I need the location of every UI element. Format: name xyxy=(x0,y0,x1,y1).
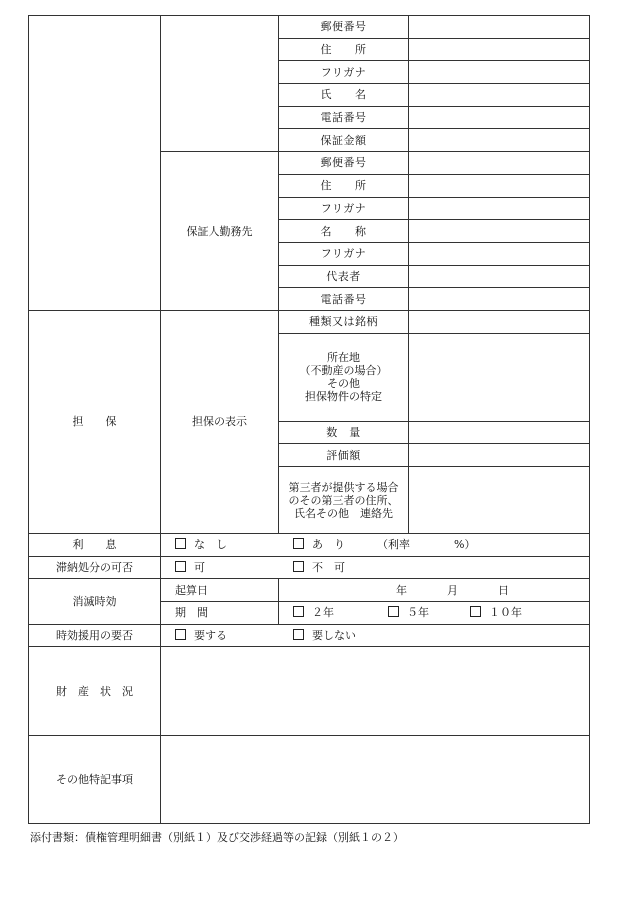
checkbox-icon xyxy=(293,629,304,640)
collateral-third-party-value[interactable] xyxy=(409,467,590,534)
workplace-name-value[interactable] xyxy=(409,220,590,243)
guarantor-postal-value[interactable] xyxy=(409,16,590,39)
workplace-furigana-label: フリガナ xyxy=(279,197,409,220)
collateral-valuation-value[interactable] xyxy=(409,444,590,467)
delinquency-label: 滞納処分の可否 xyxy=(29,556,161,579)
prescription-year: 年 xyxy=(396,583,407,597)
period-2yr-label: ２年 xyxy=(312,606,334,620)
interest-yes-label: あ り xyxy=(312,538,345,552)
claim-form-table xyxy=(28,15,590,824)
other-value[interactable] xyxy=(161,736,590,824)
checkbox-icon xyxy=(293,606,304,617)
assets-label: 財 産 状 況 xyxy=(29,647,161,736)
interest-rate xyxy=(377,538,475,551)
delinquency-options xyxy=(161,556,590,579)
collateral-third-party-line: 氏名その他 連絡先 xyxy=(294,506,393,520)
collateral-type-label: 種類又は銘柄 xyxy=(279,310,409,333)
guarantor-amount-value[interactable] xyxy=(409,129,590,152)
collateral-quantity-value[interactable] xyxy=(409,421,590,444)
guarantor-name-value[interactable] xyxy=(409,84,590,107)
interest-options xyxy=(161,534,590,557)
workplace-representative-value[interactable] xyxy=(409,265,590,288)
other-row xyxy=(29,736,590,824)
collateral-row xyxy=(29,310,590,333)
workplace-phone-value[interactable] xyxy=(409,288,590,311)
delinquency-yes-label: 可 xyxy=(194,561,205,575)
workplace-name-furigana-label: フリガナ xyxy=(279,242,409,265)
assets-row xyxy=(29,647,590,736)
workplace-label: 保証人勤務先 xyxy=(161,152,279,311)
prescription-label: 消滅時効 xyxy=(29,579,161,624)
delinquency-yes-option[interactable] xyxy=(175,561,293,574)
workplace-representative-label: 代表者 xyxy=(279,265,409,288)
workplace-postal-value[interactable] xyxy=(409,152,590,175)
checkbox-icon xyxy=(470,606,481,617)
workplace-name-furigana-value[interactable] xyxy=(409,242,590,265)
delinquency-row xyxy=(29,556,590,579)
other-label: その他特記事項 xyxy=(29,736,161,824)
period-2yr-option[interactable] xyxy=(293,606,388,619)
guarantor-subsection-blank xyxy=(161,16,279,152)
period-5yr-label: ５年 xyxy=(407,606,429,620)
collateral-location-value[interactable] xyxy=(409,333,590,421)
prescription-start-date[interactable] xyxy=(279,579,590,602)
period-10yr-label: １０年 xyxy=(489,606,522,620)
invocation-yes-option[interactable] xyxy=(175,629,293,642)
prescription-month: 月 xyxy=(447,583,458,597)
guarantor-furigana-label: フリガナ xyxy=(279,61,409,84)
interest-rate-close: %） xyxy=(454,538,476,552)
guarantor-address-value[interactable] xyxy=(409,38,590,61)
collateral-location-line: 所在地 xyxy=(327,351,360,365)
guarantor-furigana-value[interactable] xyxy=(409,61,590,84)
collateral-location-line: 担保物件の特定 xyxy=(305,390,382,404)
guarantor-phone-value[interactable] xyxy=(409,106,590,129)
workplace-postal-label: 郵便番号 xyxy=(279,152,409,175)
workplace-furigana-value[interactable] xyxy=(409,197,590,220)
attachments-note: 添付書類：債権管理明細書（別紙１）及び交渉経過等の記録（別紙１の２） xyxy=(30,831,404,844)
guarantor-row xyxy=(29,16,590,39)
prescription-start-label: 起算日 xyxy=(161,579,279,602)
checkbox-icon xyxy=(175,538,186,549)
delinquency-no-label: 不 可 xyxy=(312,561,345,575)
guarantor-address-label: 住 所 xyxy=(279,38,409,61)
prescription-day: 日 xyxy=(498,583,509,597)
checkbox-icon xyxy=(293,561,304,572)
prescription-row xyxy=(29,579,590,602)
guarantor-name-label: 氏 名 xyxy=(279,84,409,107)
invocation-row xyxy=(29,624,590,647)
collateral-location-label xyxy=(279,333,409,421)
workplace-address-label: 住 所 xyxy=(279,174,409,197)
workplace-address-value[interactable] xyxy=(409,174,590,197)
prescription-period-options xyxy=(279,602,590,625)
assets-value[interactable] xyxy=(161,647,590,736)
collateral-label: 担 保 xyxy=(29,310,161,533)
guarantor-postal-label: 郵便番号 xyxy=(279,16,409,39)
checkbox-icon xyxy=(388,606,399,617)
interest-none-option[interactable] xyxy=(175,538,293,551)
interest-row xyxy=(29,534,590,557)
collateral-valuation-label: 評価額 xyxy=(279,444,409,467)
prescription-period-label: 期 間 xyxy=(161,602,279,625)
checkbox-icon xyxy=(293,538,304,549)
invocation-no-option[interactable] xyxy=(293,629,356,642)
collateral-display-label: 担保の表示 xyxy=(161,310,279,533)
collateral-third-party-line: のその第三者の住所、 xyxy=(288,493,399,507)
collateral-third-party-label xyxy=(279,467,409,534)
collateral-location-line: （不動産の場合） xyxy=(299,364,388,378)
invocation-no-label: 要しない xyxy=(312,629,356,643)
checkbox-icon xyxy=(175,561,186,572)
collateral-location-line: その他 xyxy=(327,377,360,391)
interest-yes-option[interactable] xyxy=(293,538,377,551)
workplace-phone-label: 電話番号 xyxy=(279,288,409,311)
interest-rate-open: （利率 xyxy=(377,538,410,552)
checkbox-icon xyxy=(175,629,186,640)
invocation-options xyxy=(161,624,590,647)
period-5yr-option[interactable] xyxy=(388,606,470,619)
guarantor-section-blank xyxy=(29,16,161,311)
collateral-quantity-label: 数 量 xyxy=(279,421,409,444)
interest-none-label: な し xyxy=(194,538,227,552)
invocation-label: 時効援用の要否 xyxy=(29,624,161,647)
guarantor-amount-label: 保証金額 xyxy=(279,129,409,152)
delinquency-no-option[interactable] xyxy=(293,561,345,574)
workplace-name-label: 名 称 xyxy=(279,220,409,243)
invocation-yes-label: 要する xyxy=(194,629,227,643)
collateral-type-value[interactable] xyxy=(409,310,590,333)
collateral-third-party-line: 第三者が提供する場合 xyxy=(288,480,399,494)
interest-label: 利 息 xyxy=(29,534,161,557)
period-10yr-option[interactable] xyxy=(470,606,522,619)
guarantor-phone-label: 電話番号 xyxy=(279,106,409,129)
